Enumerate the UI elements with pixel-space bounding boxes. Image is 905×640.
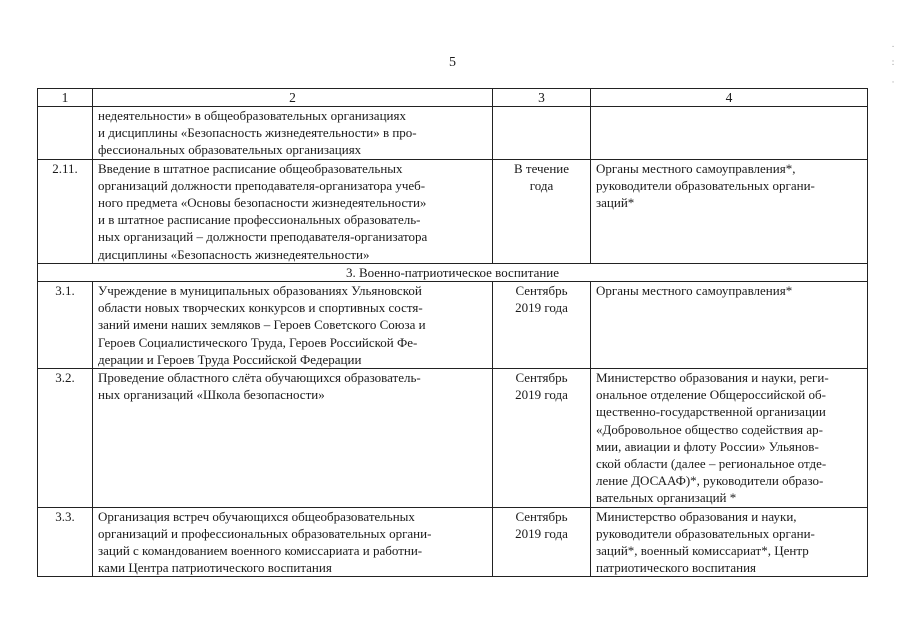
term-line: 2019 года — [515, 387, 568, 403]
event-line: ками Центра патриотического воспитания — [98, 560, 332, 576]
table-row — [38, 107, 868, 160]
table-row — [38, 507, 868, 577]
event-line: заций с командованием военного комиссариата и работни- — [98, 543, 423, 559]
responsible-line: руководители образовательных органи- — [596, 525, 815, 541]
term-line: 2019 года — [515, 525, 568, 541]
row-number: 3.1. — [38, 282, 93, 369]
responsible-line: ской области (далее – региональное отде- — [596, 456, 827, 472]
event-cell — [93, 369, 493, 508]
column-header-2: 2 — [93, 89, 493, 107]
event-line: Героев Социалистического Труда, Героев Российской Фе- — [98, 334, 418, 350]
plan-table — [37, 88, 868, 577]
responsible-line: ление ДОСААФ)*, руководители образо- — [596, 473, 824, 489]
event-cell — [93, 159, 493, 263]
table-row — [38, 369, 868, 508]
section-title: 3. Военно-патриотическое воспитание — [38, 263, 868, 281]
event-cell — [93, 507, 493, 577]
responsible-line: заций* — [596, 195, 635, 211]
responsible-cell — [591, 107, 868, 160]
section-body — [38, 263, 868, 281]
event-line: недеятельности» в общеобразовательных организациях — [98, 108, 406, 123]
event-line: фессиональных образовательных организациях — [98, 142, 362, 158]
event-line: организаций и профессиональных образовательных органи- — [98, 525, 432, 541]
event-line: Организация встреч обучающихся общеобразовательных — [98, 508, 415, 524]
responsible-line: Министерство образования и науки, — [596, 508, 797, 524]
term-line: года — [529, 177, 554, 193]
row-number: 3.2. — [38, 369, 93, 508]
term-line: 2019 года — [515, 300, 568, 316]
term-line: В течение — [513, 160, 570, 176]
event-line: и в штатное расписание профессиональных образователь- — [98, 212, 421, 228]
event-line: области новых творческих конкурсов и спортивных состя- — [98, 300, 423, 316]
event-cell — [93, 282, 493, 369]
margin-mark: · — [891, 78, 895, 88]
responsible-cell — [591, 159, 868, 263]
event-cell — [93, 107, 493, 160]
row-number: 2.11. — [38, 159, 93, 263]
responsible-line: Министерство образования и науки, реги- — [596, 370, 829, 386]
table-body-top — [38, 107, 868, 264]
column-header-3: 3 — [493, 89, 591, 107]
responsible-cell — [591, 369, 868, 508]
responsible-line: щественно-государственной организации — [596, 404, 826, 420]
term-cell — [493, 507, 591, 577]
event-line: ных организаций – должности преподавателя-организатора — [98, 229, 428, 245]
term-cell — [493, 369, 591, 508]
event-line: ного предмета «Основы безопасности жизнедеятельности» — [98, 195, 427, 211]
term-cell — [493, 107, 591, 160]
responsible-line: мии, авиации и флоту России» Ульянов- — [596, 438, 819, 454]
event-line: Введение в штатное расписание общеобразовательных — [98, 160, 403, 176]
margin-mark: : — [891, 58, 895, 68]
section-header-row — [38, 263, 868, 281]
event-line: ных организаций «Школа безопасности» — [98, 387, 325, 403]
responsible-line: «Добровольное общество содействия ар- — [596, 421, 823, 437]
event-line: и дисциплины «Безопасность жизнедеятельности» в про- — [98, 125, 417, 141]
table-row — [38, 282, 868, 369]
term-cell — [493, 282, 591, 369]
term-line: Сентябрь — [515, 508, 568, 524]
responsible-cell — [591, 282, 868, 369]
event-line: дерации и Героев Труда Российской Федерации — [98, 351, 362, 367]
responsible-line: вательных организаций * — [596, 490, 737, 506]
table-header-row — [38, 89, 868, 107]
event-line: заний имени наших земляков – Героев Советского Союза и — [98, 317, 426, 333]
event-line: Проведение областного слёта обучающихся образователь- — [98, 370, 421, 386]
column-header-1: 1 — [38, 89, 93, 107]
margin-mark: . — [891, 40, 895, 50]
term-cell — [493, 159, 591, 263]
event-line: дисциплины «Безопасность жизнедеятельности» — [98, 246, 370, 262]
page-number: 5 — [449, 55, 456, 70]
responsible-line: руководители образовательных органи- — [596, 177, 815, 193]
responsible-line: ональное отделение Общероссийской об- — [596, 387, 826, 403]
responsible-line: патриотического воспитания — [596, 560, 757, 576]
term-line: Сентябрь — [515, 370, 568, 386]
event-line: организаций должности преподавателя-организатора учеб- — [98, 177, 426, 193]
column-header-4: 4 — [591, 89, 868, 107]
responsible-line: заций*, военный комиссариат*, Центр — [596, 543, 809, 559]
term-line: Сентябрь — [515, 283, 568, 299]
row-number: 3.3. — [38, 507, 93, 577]
event-line: Учреждение в муниципальных образованиях Ульяновской — [98, 283, 422, 299]
responsible-line: Органы местного самоуправления* — [596, 283, 793, 299]
responsible-cell — [591, 507, 868, 577]
table-row — [38, 159, 868, 263]
responsible-line: Органы местного самоуправления*, — [596, 160, 796, 176]
row-number — [38, 107, 93, 160]
table-body-section — [38, 282, 868, 577]
